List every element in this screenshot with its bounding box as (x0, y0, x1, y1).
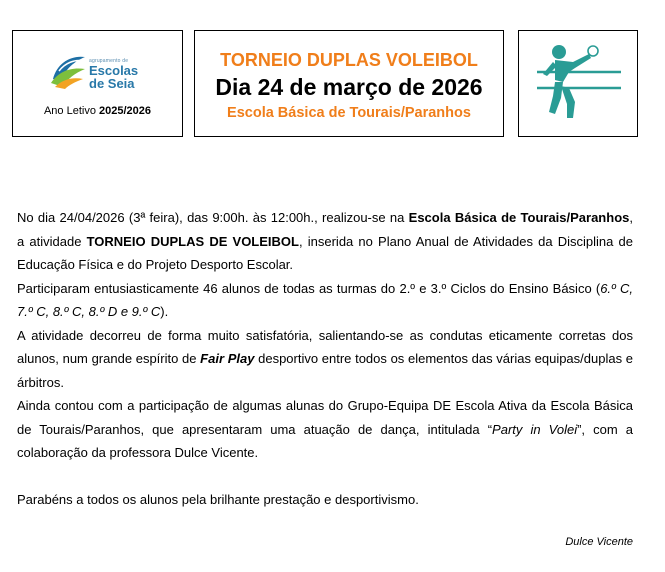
p2-text-a: Participaram entusiasticamente 46 alunos de todas as turmas do 2.º e 3.º Ciclos do Ensino Básico ( (17, 280, 601, 296)
event-title-box (194, 30, 504, 137)
logo-small-text: agrupamento de (89, 58, 129, 64)
paragraph-2 (17, 277, 633, 324)
logo-name-line1: Escolas (89, 63, 139, 78)
paragraph-4 (17, 394, 633, 465)
p2-classes: 6.º C, 7.º C, 8.º C, 8.º D e 9.º C (17, 280, 633, 319)
p1-text-e: , inserida no Plano Anual de Atividades da Disciplina de Educação Física e do Projeto Desporto Escolar. (17, 233, 633, 272)
p4-text-a: Ainda contou com a participação de algumas alunas do Grupo-Equipa DE Escola Ativa da Escola Básica de Tourais/Paranhos, que apresentaram uma atuação de dança, intitulada “ (17, 398, 633, 437)
p4-dance-title: Party in Volei (492, 421, 578, 437)
paragraph-5: Parabéns a todos os alunos pela brilhante prestação e desportivismo. (17, 492, 419, 507)
p4-text-c: ”, com a colaboração da professora Dulce Vicente. (17, 421, 633, 460)
escolas-de-seia-logo-icon (49, 49, 87, 89)
p3-text-c: desportivo entre todos os elementos das várias equipas/duplas e árbitros. (17, 351, 633, 390)
paragraph-1 (17, 206, 633, 277)
report-body (17, 206, 633, 512)
volleyball-player-icon (533, 42, 625, 124)
p3-fair-play: Fair Play (200, 351, 255, 366)
p1-school-name: Escola Básica de Tourais/Paranhos (408, 210, 630, 225)
event-date: Dia 24 de março de 2026 (215, 74, 483, 100)
p1-text-c: , a atividade (17, 210, 633, 249)
event-school: Escola Básica de Tourais/Paranhos (227, 105, 471, 121)
event-title: TORNEIO DUPLAS VOLEIBOL (220, 50, 478, 70)
p1-text-a: No dia 24/04/2026 (3ª feira), das 9:00h. às 12:00h., realizou-se na (17, 210, 409, 225)
school-year-label: Ano Letivo (43, 105, 96, 117)
school-year (13, 105, 182, 117)
pictogram-box (518, 30, 638, 137)
paragraph-3 (17, 324, 633, 395)
signature: Dulce Vicente (565, 536, 633, 548)
p3-text-a: A atividade decorreu de forma muito satisfatória, salientando-se as condutas eticamente corretas dos alunos, num grande espírito de (17, 327, 633, 366)
logo-name-line2: de Seia (89, 76, 135, 91)
p1-activity-name: TORNEIO DUPLAS DE VOLEIBOL (86, 233, 299, 249)
p2-text-c: ). (160, 304, 169, 319)
school-logo-box (12, 30, 183, 137)
school-year-value: 2025/2026 (99, 105, 152, 117)
